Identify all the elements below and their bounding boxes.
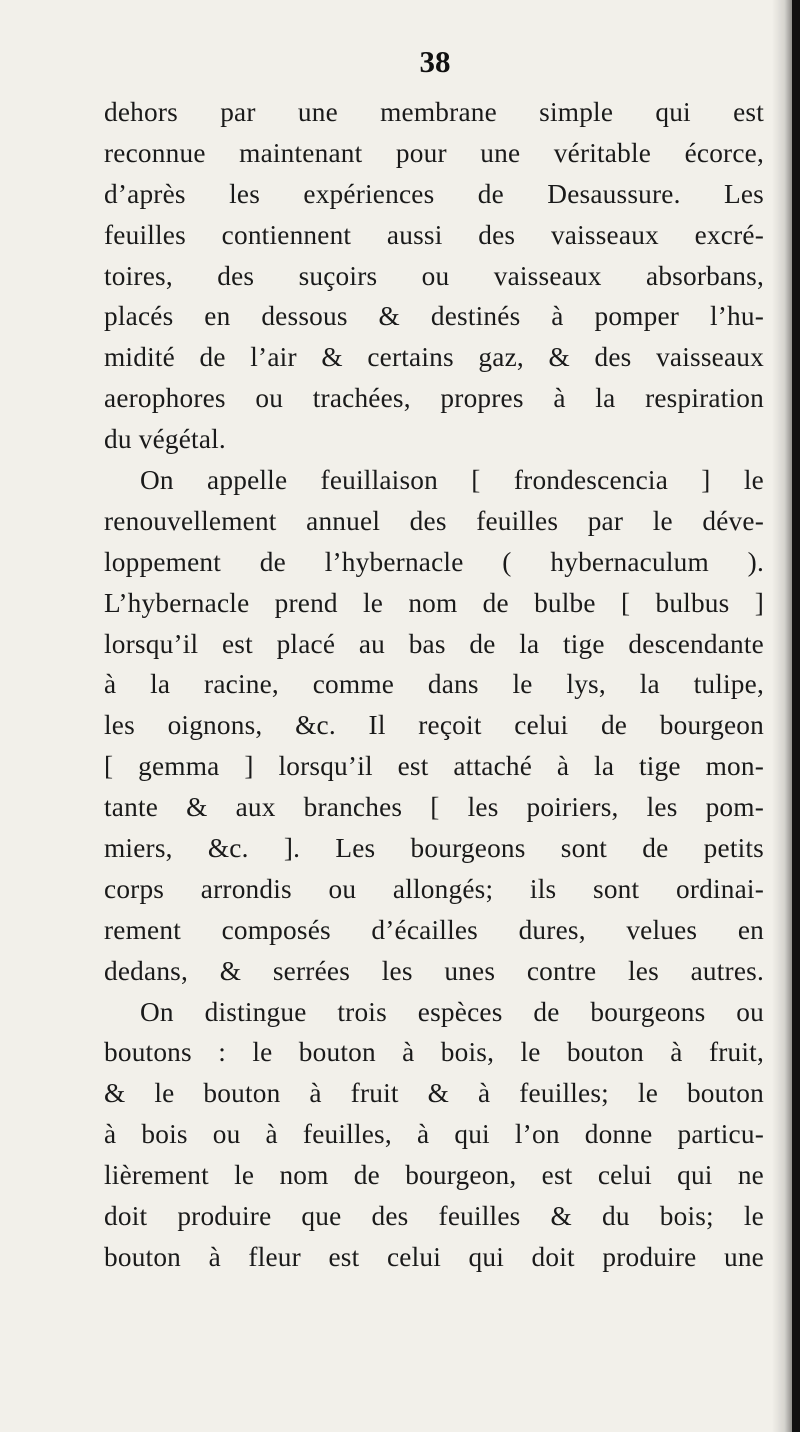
text-line: corps arrondis ou allongés; ils sont ordinai-: [104, 873, 764, 904]
body-text: [104, 92, 764, 1278]
text-line: aerophores ou trachées, propres à la respiration: [104, 383, 764, 414]
paragraph-2: [104, 460, 764, 992]
text-line: toires, des suçoirs ou vaisseaux absorbans,: [104, 260, 764, 291]
text-line: d’après les expériences de Desaussure. Les: [104, 178, 764, 209]
text-line: les oignons, &c. Il reçoit celui de bourgeon: [104, 710, 764, 741]
paragraph-3: [104, 992, 764, 1278]
text-line: feuilles contiennent aussi des vaisseaux excré-: [104, 219, 764, 250]
text-line: dehors par une membrane simple qui est: [104, 97, 764, 127]
text-line: doit produire que des feuilles & du bois; le: [104, 1201, 764, 1232]
text-line: loppement de l’hybernacle ( hybernaculum ).: [104, 546, 764, 577]
text-line: reconnue maintenant pour une véritable écorce,: [104, 137, 764, 168]
text-line: miers, &c. ]. Les bourgeons sont de petits: [104, 833, 764, 864]
page-number: 38: [419, 44, 451, 79]
text-line: lièrement le nom de bourgeon, est celui qui ne: [104, 1160, 764, 1191]
text-line: midité de l’air & certains gaz, & des vaisseaux: [104, 342, 764, 373]
paragraph-1: [104, 92, 764, 460]
text-line: [ gemma ] lorsqu’il est attaché à la tige mon-: [104, 751, 764, 782]
text-line: boutons : le bouton à bois, le bouton à fruit,: [104, 1037, 764, 1068]
page-edge-dark: [792, 0, 800, 1432]
text-line: On distingue trois espèces de bourgeons ou: [140, 996, 764, 1027]
text-line: dedans, & serrées les unes contre les autres.: [104, 955, 764, 986]
text-line: à bois ou à feuilles, à qui l’on donne particu-: [104, 1119, 764, 1150]
text-line: On appelle feuillaison [ frondescencia ] le: [140, 465, 764, 496]
text-line: renouvellement annuel des feuilles par le déve-: [104, 505, 764, 536]
text-line: du végétal.: [104, 424, 226, 455]
text-line: tante & aux branches [ les poiriers, les pom-: [104, 792, 764, 823]
text-line: à la racine, comme dans le lys, la tulipe,: [104, 669, 764, 700]
text-line: placés en dessous & destinés à pomper l’hu-: [104, 301, 764, 332]
text-line: L’hybernacle prend le nom de bulbe [ bulbus ]: [104, 587, 764, 618]
text-line: rement composés d’écailles dures, velues en: [104, 914, 764, 945]
text-line: lorsqu’il est placé au bas de la tige descendante: [104, 628, 764, 659]
text-line: bouton à fleur est celui qui doit produire une: [104, 1241, 764, 1272]
text-line: & le bouton à fruit & à feuilles; le bouton: [104, 1078, 764, 1109]
